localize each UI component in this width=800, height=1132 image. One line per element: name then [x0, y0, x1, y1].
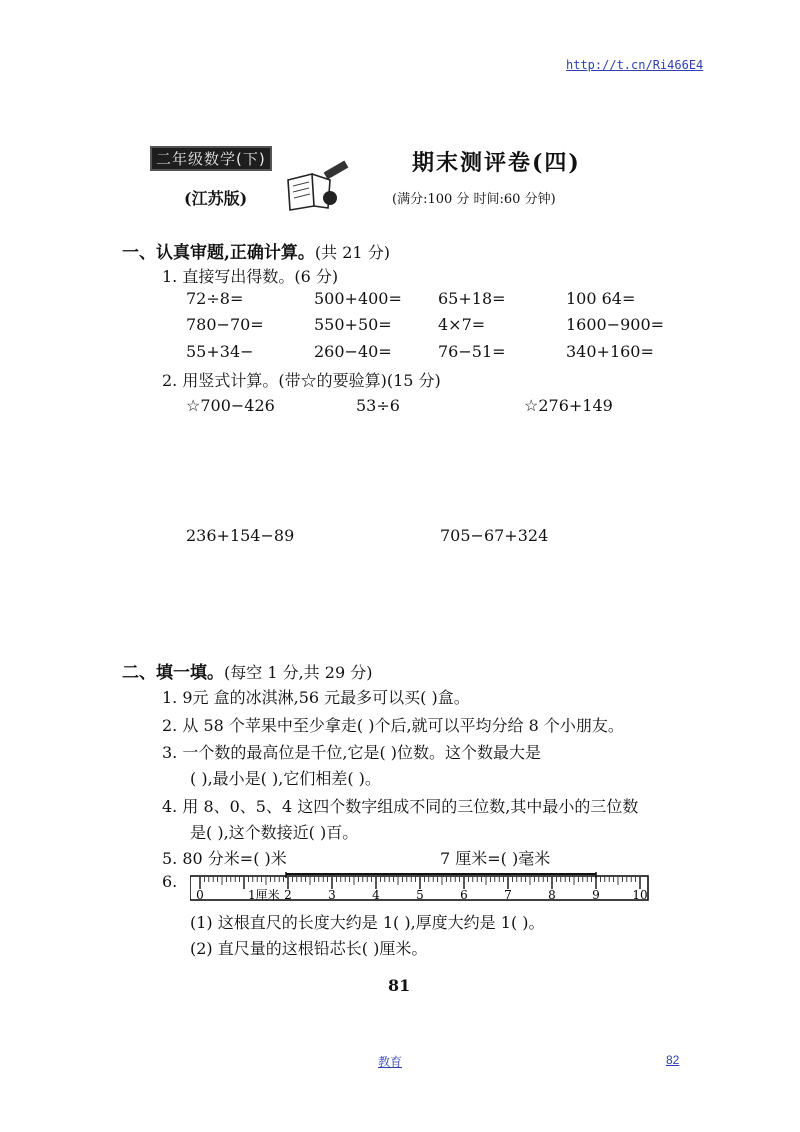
ruler-tick-label: 9 [592, 888, 600, 902]
ruler-tick-label: 0 [196, 888, 204, 902]
vertical-calc-3: ☆276+149 [524, 396, 613, 415]
ruler-tick-label: 7 [504, 888, 512, 902]
calc-r3c2: 260−40= [314, 342, 392, 361]
section2-q4-line1: 4. 用 8、0、5、4 这四个数字组成不同的三位数,其中最小的三位数 [162, 797, 639, 816]
calc-r1c2: 500+400= [314, 289, 402, 308]
ruler-tick-label: 10 [632, 888, 648, 902]
book-pencil-icon [284, 160, 354, 212]
vertical-calc-2: 53÷6 [356, 396, 400, 415]
page-title: 期末测评卷(四) [412, 150, 581, 176]
ruler-tick-label: 3 [328, 888, 336, 902]
section2-q1: 1. 9元 盒的冰淇淋,56 元最多可以买( )盒。 [162, 688, 470, 707]
footer-page-right: 82 [666, 1053, 680, 1067]
calc-r1c3: 65+18= [438, 289, 506, 308]
section2-q3-line1: 3. 一个数的最高位是千位,它是( )位数。这个数最大是 [162, 743, 542, 762]
section2-points: (每空 1 分,共 29 分) [224, 663, 373, 682]
section2-q6-part1: (1) 这根直尺的长度大约是 1( ),厚度大约是 1( )。 [190, 913, 545, 932]
calc-r3c4: 340+160= [566, 342, 654, 361]
vertical-calc-5: 705−67+324 [440, 526, 549, 545]
calc-r3c1: 55+34− [186, 342, 254, 361]
ruler-tick-label: 2 [284, 888, 292, 902]
section2-q4-line2: 是( ),这个数接近( )百。 [190, 823, 359, 842]
page-number: 81 [388, 976, 411, 995]
footer-link[interactable]: 教育 [378, 1055, 403, 1069]
section1-q1-label: 1. 直接写出得数。(6 分) [162, 267, 339, 286]
section2-q5-left: 5. 80 分米=( )米 [162, 849, 287, 868]
section2-q6-label: 6. [162, 872, 178, 891]
calc-r2c3: 4×7= [438, 315, 486, 334]
header-url-link[interactable]: http://t.cn/Ri466E4 [566, 58, 704, 72]
calc-r1c1: 72÷8= [186, 289, 244, 308]
ruler-tick-label: 6 [460, 888, 468, 902]
ruler-tick-label: 5 [416, 888, 424, 902]
score-time-meta: (满分:100 分 时间:60 分钟) [392, 192, 556, 207]
calc-r2c4: 1600−900= [566, 315, 665, 334]
section1-title: 一、认真审题,正确计算。 [122, 243, 315, 263]
section2-q2: 2. 从 58 个苹果中至少拿走( )个后,就可以平均分给 8 个小朋友。 [162, 716, 624, 735]
calc-r2c2: 550+50= [314, 315, 392, 334]
ruler-tick-label: 1厘米 [248, 888, 280, 902]
calc-r2c1: 780−70= [186, 315, 264, 334]
section2-q6-part2: (2) 直尺量的这根铅芯长( )厘米。 [190, 939, 428, 958]
section2-q3-line2: ( ),最小是( ),它们相差( )。 [190, 769, 381, 788]
section2-heading [122, 658, 372, 683]
ruler-tick-label: 8 [548, 888, 556, 902]
edition-label: (江苏版) [184, 189, 248, 208]
calc-r3c3: 76−51= [438, 342, 506, 361]
calc-r1c4: 100 64= [566, 289, 636, 308]
section1-points: (共 21 分) [314, 243, 390, 262]
ruler-figure [190, 872, 650, 902]
section2-q5-right: 7 厘米=( )毫米 [440, 849, 551, 868]
section1-q2-label: 2. 用竖式计算。(带☆的要验算)(15 分) [162, 371, 441, 390]
section2-title: 二、填一填。 [122, 663, 224, 683]
ruler-tick-label: 4 [372, 888, 380, 902]
vertical-calc-1: ☆700−426 [186, 396, 275, 415]
section1-heading [122, 238, 390, 263]
vertical-calc-4: 236+154−89 [186, 526, 295, 545]
grade-badge: 二年级数学(下) [150, 146, 272, 171]
ruler-svg [190, 872, 650, 902]
